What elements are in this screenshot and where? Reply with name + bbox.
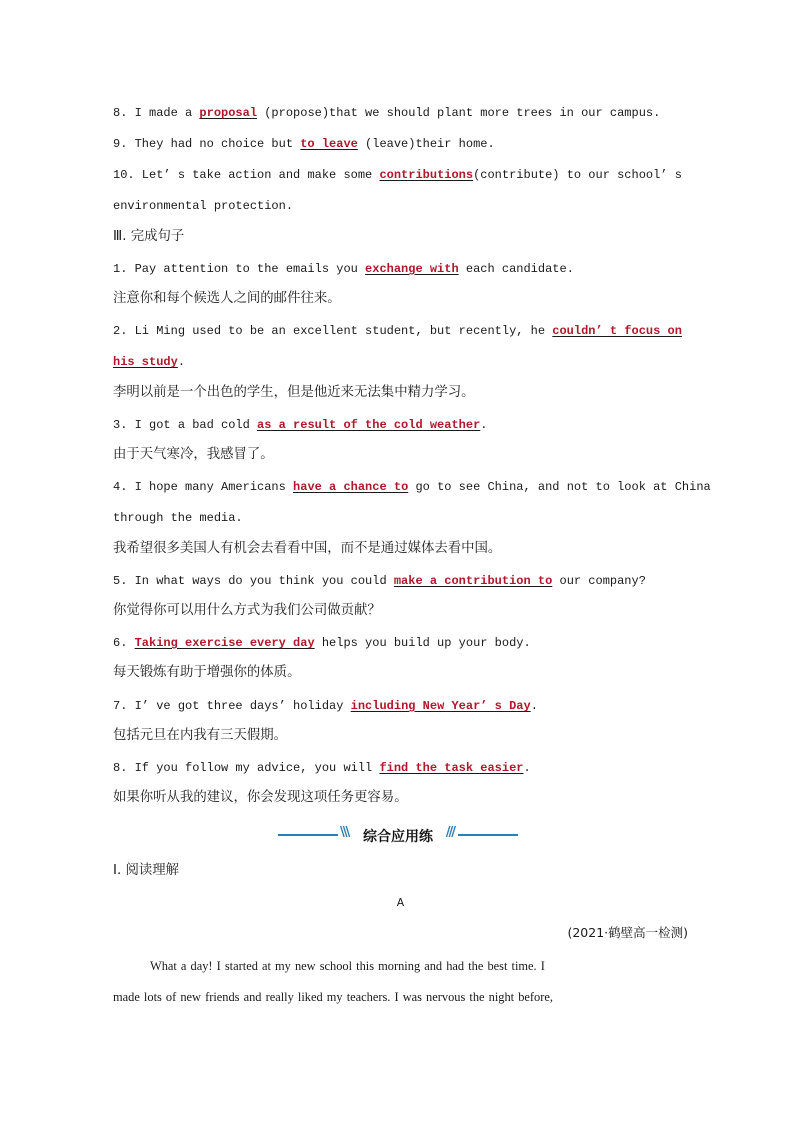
item-text: In what ways do you think you could: [127, 574, 394, 588]
item-text: I got a bad cold: [127, 418, 258, 432]
sentence-item-4-continued: through the media.: [113, 511, 243, 525]
item-text: I’ ve got three days’ holiday: [127, 699, 351, 713]
item-text: Pay attention to the emails you: [127, 262, 366, 276]
item-text: If you follow my advice, you will: [127, 761, 380, 775]
answer-text: to leave: [300, 137, 358, 151]
answer-text: proposal: [199, 106, 258, 120]
answer-text: find the task easier: [379, 761, 524, 775]
item-number: 3.: [113, 418, 128, 432]
answer-text: couldn’ t focus on: [552, 324, 682, 338]
separator-deco-left: \\\: [340, 825, 349, 840]
answer-text: exchange with: [365, 262, 459, 276]
item-number: 5.: [113, 574, 128, 588]
sentence-item-1: [113, 261, 688, 277]
sentence-item-3: [113, 417, 688, 433]
item-text: .: [530, 699, 538, 713]
item-number: 9.: [113, 137, 128, 151]
passage-line-1: What a day! I started at my new school this morning and had the best time. I: [150, 959, 545, 973]
sentence-translation-8: 如果你听从我的建议，你会发现这项任务更容易。: [113, 790, 408, 805]
section-heading-complete-sentences: Ⅲ. 完成句子: [113, 229, 185, 244]
sentence-item-6: [113, 635, 688, 651]
separator-title: 综合应用练: [363, 829, 433, 845]
exercise-item-10: [113, 167, 688, 183]
sentence-item-2: [113, 323, 688, 339]
exercise-item-9: [113, 136, 688, 152]
section-separator: [276, 824, 520, 846]
sentence-translation-2: 李明以前是一个出色的学生，但是他近来无法集中精力学习。: [113, 385, 475, 400]
item-text: I hope many Americans: [127, 480, 294, 494]
sentence-translation-6: 每天锻炼有助于增强你的体质。: [113, 665, 301, 680]
item-number: 8.: [113, 761, 128, 775]
item-number: 10.: [113, 168, 135, 182]
separator-line-right: [458, 834, 518, 836]
answer-text: including New Year’ s Day: [350, 699, 531, 713]
item-number: 8.: [113, 106, 128, 120]
item-number: 7.: [113, 699, 128, 713]
item-text: .: [177, 355, 186, 369]
passage-line-2: made lots of new friends and really liked my teachers. I was nervous the night before,: [113, 990, 553, 1004]
sentence-translation-4: 我希望很多美国人有机会去看看中国，而不是通过媒体去看中国。: [113, 541, 502, 556]
passage-source: (2021·鹤壁高一检测): [567, 925, 688, 940]
item-text: helps you build up your body.: [314, 636, 531, 650]
item-text: go to see China, and not to look at China: [408, 480, 711, 494]
item-text: Li Ming used to be an excellent student, but recently, he: [127, 324, 553, 338]
sentence-item-2-continued: [113, 354, 688, 370]
item-text: .: [523, 761, 531, 775]
answer-text: as a result of the cold weather: [257, 418, 481, 432]
item-number: 6.: [113, 636, 128, 650]
item-text: I made a: [127, 106, 200, 120]
sentence-translation-5: 你觉得你可以用什么方式为我们公司做贡献？: [113, 603, 381, 618]
sentence-item-5: [113, 573, 688, 589]
item-text: (propose)that we should plant more trees in our campus.: [257, 106, 661, 120]
item-number: 1.: [113, 262, 128, 276]
sentence-translation-7: 包括元旦在内我有三天假期。: [113, 728, 288, 743]
sentence-item-7: [113, 698, 688, 714]
item-text: .: [480, 418, 488, 432]
answer-text: make a contribution to: [393, 574, 553, 588]
exercise-item-8: [113, 105, 688, 121]
item-text: Let’ s take action and make some: [134, 168, 380, 182]
separator-deco-right: ///: [445, 825, 454, 840]
passage-label: A: [396, 896, 405, 910]
exercise-item-10-continued: environmental protection.: [113, 199, 294, 213]
answer-text: have a chance to: [293, 480, 409, 494]
sentence-item-8: [113, 760, 688, 776]
sentence-translation-3: 由于天气寒冷，我感冒了。: [113, 447, 274, 462]
item-number: 2.: [113, 324, 128, 338]
item-text: (leave)their home.: [357, 137, 495, 151]
sentence-item-4: [113, 479, 711, 495]
section-heading-reading: Ⅰ. 阅读理解: [113, 863, 180, 878]
sentence-translation-1: 注意你和每个候选人之间的邮件往来。: [113, 291, 341, 306]
answer-text: his study: [113, 355, 178, 369]
answer-text: contributions: [379, 168, 474, 182]
answer-text: Taking exercise every day: [134, 636, 315, 650]
item-number: 4.: [113, 480, 128, 494]
item-text: (contribute) to our school’ s: [473, 168, 682, 182]
item-text: each candidate.: [458, 262, 574, 276]
item-text: They had no choice but: [127, 137, 301, 151]
item-text: our company?: [552, 574, 646, 588]
item-text: [127, 636, 134, 650]
